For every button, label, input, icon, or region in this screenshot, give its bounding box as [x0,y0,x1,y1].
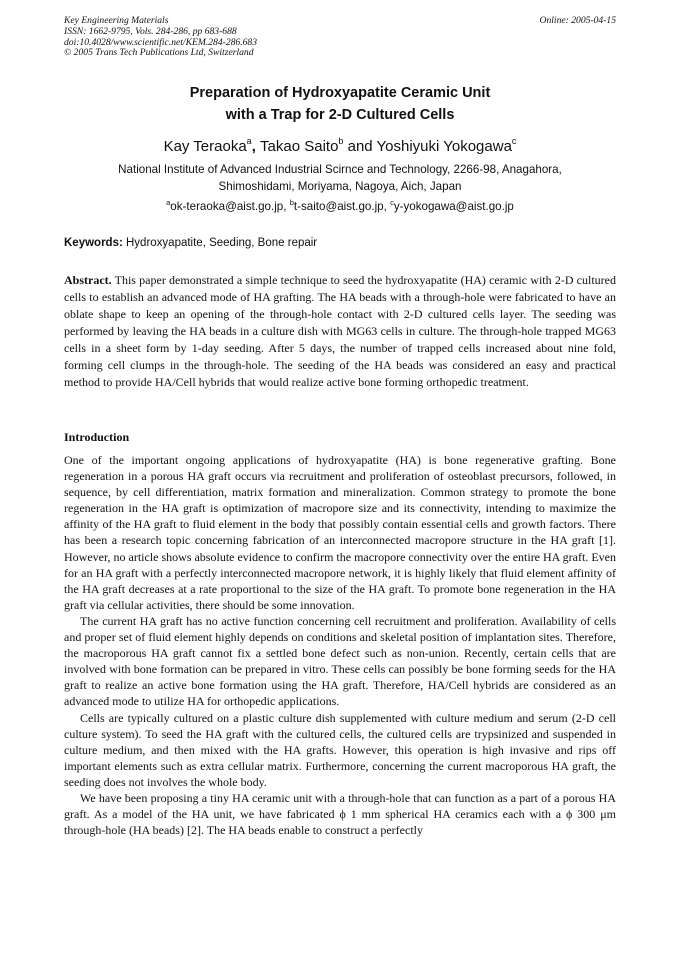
email-mark: c [390,198,394,207]
email-mark: a [166,198,171,207]
paper-title-line-1: Preparation of Hydroxyapatite Ceramic Unit [189,85,491,101]
journal-header [64,16,616,59]
keywords-label: Keywords: [64,237,123,249]
body-paragraph: One of the important ongoing applications of hydroxyapatite (HA) is bone regenerative grafting. Bone regeneration in a porous HA graft occurs via recruitment and proliferation of osteoblast precursors, followed, in sequence, by cell differentiation, matrix formation and mineralization. Common strategy to promote the bone regeneration in the HA graft is optimization of macropore size and its connectivity, intending to maximize the affinity of the HA graft to fluid element in the body that possibly contain essential cells and growth factors. There has been a research topic concerning fabrication of an interconnected macropore structure in the HA graft [1]. However, no article shows absolute evidence to confirm the macropore connectivity over the entire HA graft. Even for an HA graft with a perfectly interconnected macropore network, it is highly likely that fluid element affinity of the HA graft decreases at a rate proportional to the size of the HA graft. To promote bone regeneration in the HA graft via cellular activities, there should be some innovation. [64,453,616,612]
copyright-line: © 2005 Trans Tech Publications Ltd, Switzerland [64,47,254,59]
keywords-text: Hydroxyapatite, Seeding, Bone repair [122,237,318,249]
author-name: Yoshiyuki Yokogawa [376,138,512,155]
author-list [64,137,616,157]
journal-name: Key Engineering Materials [64,15,169,26]
email-mark: b [289,198,294,207]
body-paragraph: Cells are typically cultured on a plastic culture dish supplemented with culture medium and serum (2-D cell culture system). To seed the HA graft with the cultured cells, the cultured cells are trypsinized and suspended in culture medium, and then mixed with the HA grafts. However, this operation is high invasive and rips off important elements such as extra cellular matrix. Furthermore, concerning the current macroporous HA graft, the seeding does not involves the whole body. [64,710,616,789]
abstract-label: Abstract. [64,273,112,287]
abstract-text: This paper demonstrated a simple technique to seed the hydroxyapatite (HA) ceramic with 2-D cultured cells to establish an advanced mode of HA grafting. The HA beads with a through-hole were fabricated to have an oblate shape to keep an opening of the through-hole contact with 2-D cultured cells layer. The seeding was performed by leaving the HA beads in a culture dish with MG63 cells in culture. The through-hole trapped MG63 cells in a sheet form by 1-day seeding. After 5 days, the number of trapped cells increased about nine fold, forming cell clumps in the through-hole. The seeding of the HA beads was considered an easy and practical method to provide HA/Cell hybrids that would realize active bone forming orthopedic treatment. [64,273,616,389]
issn-line: ISSN: 1662-9795, Vols. 284-286, pp 683-688 [64,25,237,37]
paper-title-line-2: with a Trap for 2-D Cultured Cells [225,107,455,123]
affiliation-line-1: National Institute of Advanced Industrial Scirnce and Technology, 2266-98, Anagahora, [118,163,562,176]
author-affiliation-mark: c [511,136,517,146]
author-separator: and [343,138,377,155]
keywords [64,235,616,251]
email-address: y-yokogawa@aist.go.jp [393,200,514,213]
online-date: Online: 2005-04-15 [539,15,616,26]
author-emails [64,199,616,215]
section-heading-introduction: Introduction [64,430,130,444]
doi-line: doi:10.4028/www.scientific.net/KEM.284-286.683 [64,36,258,48]
author-separator: , [251,138,261,155]
body-paragraph: The current HA graft has no active function concerning cell recruitment and proliferation. Availability of cells and proper set of fluid element highly depends on conditions and skeletal position of implantation sites. Therefore, the macroporous HA graft cannot fix a settled bone defect such as non-union. Recently, certain cells that are involved with bone formation can be prepared in vitro. These cells can possibly be bone forming seeds for the HA graft to realize an active bone formation using the HA graft. Therefore, HA/Cell hybrids are considered as an advanced mode to utilize HA for orthopedic applications. [64,613,616,709]
introduction-body [64,452,616,838]
author-affiliation-mark: a [246,136,252,146]
affiliation-line-2: Shimoshidami, Moriyama, Nagoya, Aich, Japan [218,180,462,193]
body-paragraph: We have been proposing a tiny HA ceramic unit with a through-hole that can function as a part of a porous HA graft. As a model of the HA unit, we have fabricated ϕ 1 mm spherical HA ceramics each with a ϕ 300 μm through-hole (HA beads) [2]. The HA beads enable to construct a perfectly [64,790,616,838]
email-address: t-saito@aist.go.jp, [293,200,391,213]
email-address: ok-teraoka@aist.go.jp, [170,200,290,213]
author-name: Kay Teraoka [163,138,247,155]
author-affiliation-mark: b [338,136,344,146]
author-name: Takao Saito [260,138,339,155]
abstract [64,272,616,391]
